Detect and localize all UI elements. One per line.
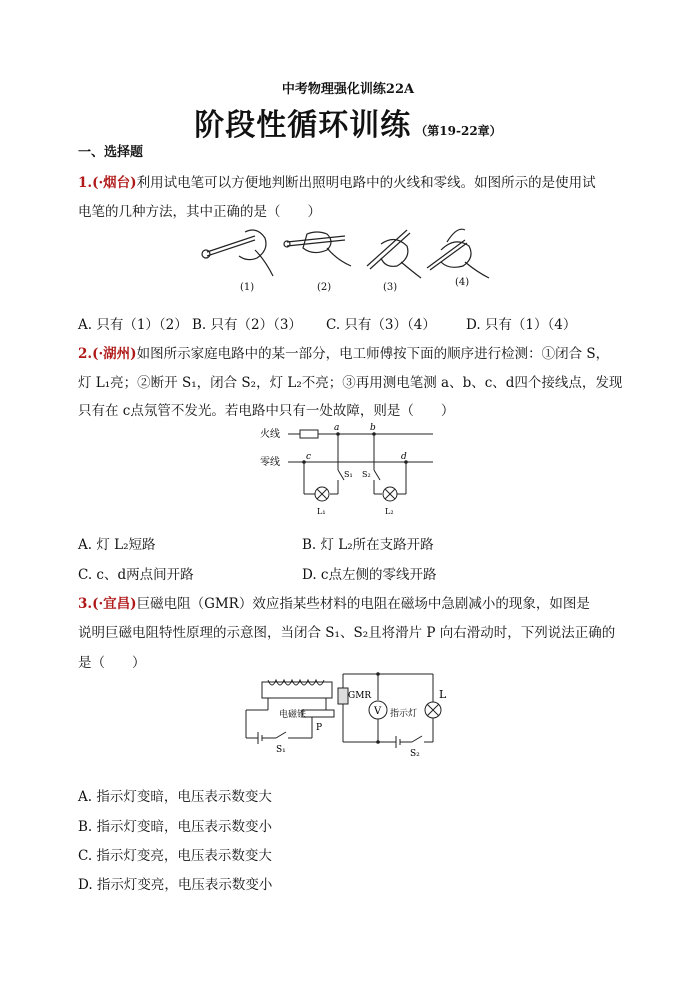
q3-option-d[interactable]: D. 指示灯变亮，电压表示数变小 — [78, 877, 273, 893]
q3-source: (·宜昌) — [92, 596, 137, 612]
gmr-label: GMR — [348, 691, 372, 701]
s2-label: S₂ — [410, 749, 420, 759]
q2-option-a[interactable]: A. 灯 L₂短路 — [78, 537, 156, 553]
q3-text: 巨磁电阻（GMR）效应指某些材料的电阻在磁场中急剧减小的现象，如图是 — [136, 596, 590, 612]
q3-gmr-circuit — [238, 670, 458, 768]
q1-tester-figure — [195, 222, 505, 284]
fuse — [300, 430, 318, 438]
q3-stem-line3: 是（ ） — [78, 655, 146, 671]
q2-option-d[interactable]: D. c点左侧的零线开路 — [302, 567, 437, 583]
switch-2 — [412, 736, 422, 742]
q2-option-c[interactable]: C. c、d两点间开路 — [78, 567, 194, 583]
neutral-wire-label: 零线 — [260, 457, 280, 468]
q2-stem-line3: 只有在 c点氖管不发光。若电路中只有一处故障，则是（ ） — [78, 403, 455, 419]
q2-text: 如图所示家庭电路中的某一部分，电工师傅按下面的顺序进行检测：①闭合 S， — [136, 346, 610, 362]
section-label: 一、选择题 — [78, 145, 144, 160]
label-s2: S₂ — [362, 470, 371, 479]
q2-source: (·湖州) — [92, 346, 137, 362]
q2-stem-line2: 灯 L₁亮；②断开 S₁，闭合 S₂，灯 L₂不亮；③再用测电笔测 a、b、c、d四个接线点，发现 — [78, 375, 623, 391]
q3-number: 3. — [78, 596, 93, 612]
point-c: c — [306, 452, 312, 462]
chapter-range: （第19-22章） — [415, 124, 502, 138]
q2-stem-line1 — [78, 342, 609, 362]
fire-wire-label: 火线 — [260, 429, 280, 440]
slider-label: P — [316, 723, 323, 733]
point-a: a — [334, 423, 340, 433]
q1-option-a[interactable]: A. 只有（1）（2） — [78, 317, 188, 333]
switch-1 — [276, 732, 286, 738]
q3-option-b[interactable]: B. 指示灯变暗，电压表示数变小 — [78, 819, 273, 835]
q1-caption-1: (1) — [240, 282, 255, 293]
gmr-element — [338, 688, 348, 704]
q1-caption-3: (3) — [383, 282, 398, 293]
q1-number: 1. — [78, 175, 93, 191]
label-l1: L₁ — [317, 507, 326, 516]
q1-option-d[interactable]: D. 只有（1）（4） — [466, 317, 577, 333]
q1-option-c[interactable]: C. 只有（3）（4） — [326, 317, 436, 333]
tester-grip-3 — [367, 230, 421, 278]
indicator-label: 指示灯 — [390, 709, 418, 719]
tester-grip-4 — [427, 229, 489, 278]
tester-grip-2 — [284, 232, 351, 266]
q1-option-b[interactable]: B. 只有（2）（3） — [192, 317, 302, 333]
label-s1: S₁ — [344, 470, 353, 479]
q1-text: 利用试电笔可以方便地判断出照明电路中的火线和零线。如图所示的是使用试 — [136, 175, 596, 191]
q3-stem-line1 — [78, 592, 590, 612]
q3-stem-line2: 说明巨磁电阻特性原理的示意图，当闭合 S₁、S₂且将滑片 P 向右滑动时，下列说法正确的 — [78, 625, 616, 641]
q3-option-c[interactable]: C. 指示灯变亮，电压表示数变大 — [78, 848, 272, 864]
q2-number: 2. — [78, 346, 93, 362]
voltmeter-label: V — [374, 706, 382, 717]
point-d: d — [401, 452, 407, 462]
electromagnet-label: 电磁铁 — [279, 710, 307, 720]
q2-circuit-diagram — [258, 422, 448, 520]
q2-option-b[interactable]: B. 灯 L₂所在支路开路 — [302, 537, 434, 553]
q1-stem-line1 — [78, 171, 596, 191]
page-title: 阶段性循环训练 — [194, 108, 412, 143]
label-l2: L₂ — [385, 507, 394, 516]
q1-stem-line2: 电笔的几种方法，其中正确的是（ ） — [78, 204, 321, 220]
tester-grip-1 — [202, 230, 273, 276]
q1-source: (·烟台) — [92, 175, 137, 191]
point-b: b — [370, 423, 376, 433]
exam-subtitle: 中考物理强化训练22A — [281, 82, 415, 97]
q1-caption-2: (2) — [317, 282, 332, 293]
s1-label: S₁ — [276, 745, 286, 755]
lamp-label: L — [439, 688, 447, 701]
rheostat — [302, 710, 334, 717]
title-block — [0, 100, 696, 144]
switch-s2 — [374, 470, 380, 480]
q1-caption-4: (4) — [455, 277, 470, 288]
q3-option-a[interactable]: A. 指示灯变暗，电压表示数变大 — [78, 789, 272, 805]
